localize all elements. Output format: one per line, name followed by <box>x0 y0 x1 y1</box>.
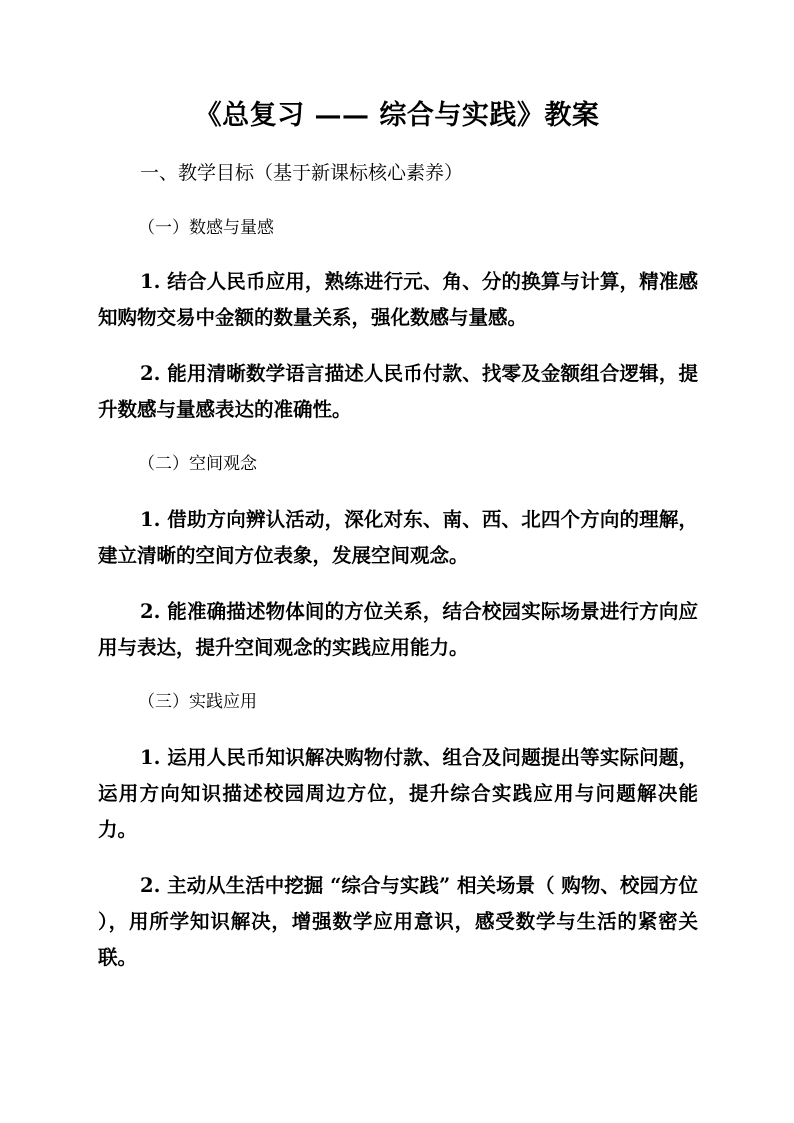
paragraph-practice-2: 2. 主动从生活中挖掘 “综合与实践” 相关场景（ 购物、校园方位 ），用所学知识解决，增强数学应用意识，感受数学与生活的紧密关联。 <box>98 874 698 969</box>
document-title: 《总复习 —— 综合与实践》教案 <box>194 100 600 131</box>
paragraph-number-sense-2: 2. 能用清晰数学语言描述人民币付款、找零及金额组合逻辑，提升数感与量感表达的准确性。 <box>98 362 698 421</box>
paragraph-practice-1: 1. 运用人民币知识解决购物付款、组合及问题提出等实际问题，运用方向知识描述校园周边方位，提升综合实践应用与问题解决能力。 <box>98 746 698 841</box>
paragraph-spatial-2: 2. 能准确描述物体间的方位关系，结合校园实际场景进行方向应用与表达，提升空间观念的实践应用能力。 <box>98 600 698 659</box>
subsection-heading-spatial: （二）空间观念 <box>138 454 257 474</box>
section-heading-objectives: 一、教学目标（基于新课标核心素养） <box>140 162 464 184</box>
subsection-heading-practice: （三）实践应用 <box>138 692 257 712</box>
paragraph-spatial-1: 1. 借助方向辨认活动，深化对东、南、西、北四个方向的理解，建立清晰的空间方位表象，发展空间观念。 <box>98 508 698 567</box>
paragraph-number-sense-1: 1. 结合人民币应用，熟练进行元、角、分的换算与计算，精准感知购物交易中金额的数量关系，强化数感与量感。 <box>98 270 698 329</box>
subsection-heading-number-sense: （一）数感与量感 <box>138 218 274 238</box>
